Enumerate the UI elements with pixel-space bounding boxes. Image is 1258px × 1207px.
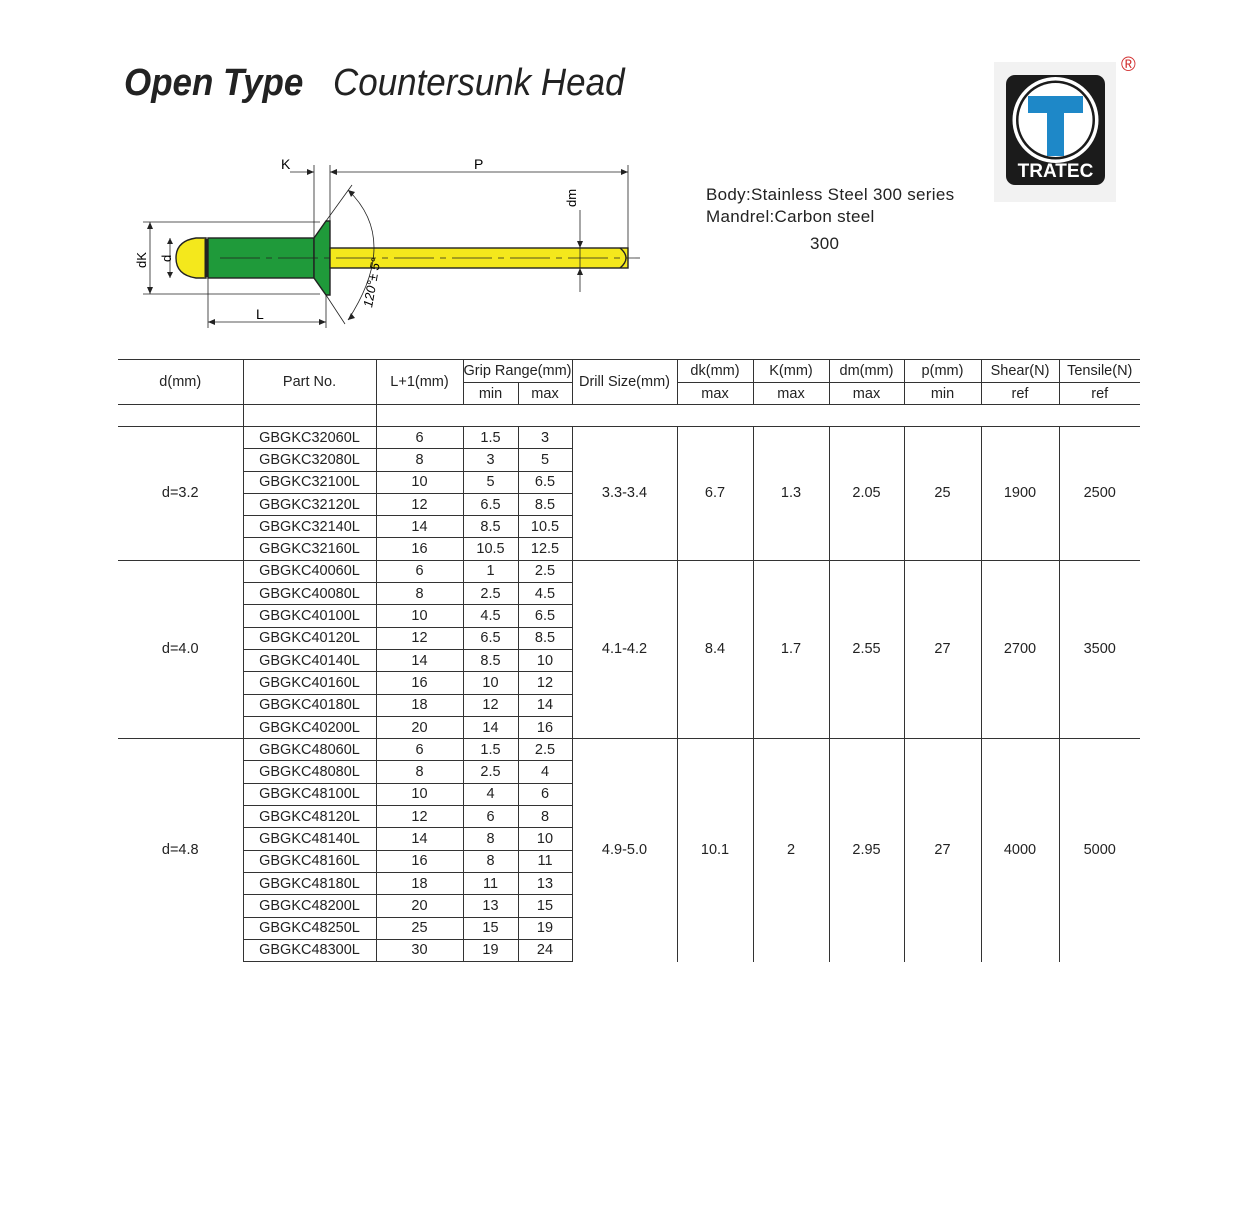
cell-grip-min: 10.5: [463, 538, 518, 560]
cell-length: 16: [376, 538, 463, 560]
cell-length: 8: [376, 583, 463, 605]
cell-grip-min: 4.5: [463, 605, 518, 627]
cell-drill: 4.1-4.2: [572, 560, 677, 738]
cell-p: 27: [904, 560, 981, 738]
cell-part-no: GBGKC40160L: [243, 672, 376, 694]
header-shear-sub: ref: [981, 383, 1059, 405]
cell-tensile: 3500: [1059, 560, 1140, 738]
cell-p: 25: [904, 427, 981, 561]
cell-grip-max: 6.5: [518, 471, 572, 493]
cell-grip-max: 14: [518, 694, 572, 716]
cell-drill: 4.9-5.0: [572, 739, 677, 962]
header-d: d(mm): [118, 360, 243, 405]
cell-grip-min: 4: [463, 783, 518, 805]
cell-part-no: GBGKC32060L: [243, 427, 376, 449]
cell-length: 6: [376, 560, 463, 582]
header-dm-sub: max: [829, 383, 904, 405]
cell-part-no: GBGKC48140L: [243, 828, 376, 850]
cell-k: 1.3: [753, 427, 829, 561]
header-l: L+1(mm): [376, 360, 463, 405]
header-grip-min: min: [463, 383, 518, 405]
cell-length: 10: [376, 605, 463, 627]
cell-part-no: GBGKC48060L: [243, 739, 376, 761]
cell-grip-max: 10: [518, 649, 572, 671]
cell-shear: 2700: [981, 560, 1059, 738]
cell-length: 6: [376, 427, 463, 449]
cell-p: 27: [904, 739, 981, 962]
cell-length: 18: [376, 694, 463, 716]
label-p: P: [474, 156, 484, 172]
cell-grip-max: 8.5: [518, 627, 572, 649]
table-row: [118, 560, 1140, 582]
header-dk: dk(mm): [677, 360, 753, 383]
cell-grip-max: 12.5: [518, 538, 572, 560]
label-k: K: [281, 156, 291, 172]
cell-drill: 3.3-3.4: [572, 427, 677, 561]
cell-grip-max: 16: [518, 716, 572, 738]
cell-grip-max: 6: [518, 783, 572, 805]
cell-part-no: GBGKC40120L: [243, 627, 376, 649]
cell-grip-max: 10.5: [518, 516, 572, 538]
cell-length: 14: [376, 649, 463, 671]
cell-length: 18: [376, 872, 463, 894]
cell-part-no: GBGKC32160L: [243, 538, 376, 560]
cell-grip-min: 5: [463, 471, 518, 493]
cell-length: 8: [376, 449, 463, 471]
header-p-sub: min: [904, 383, 981, 405]
mandrel-head: [176, 238, 206, 278]
cell-part-no: GBGKC48200L: [243, 895, 376, 917]
cell-length: 14: [376, 828, 463, 850]
cell-part-no: GBGKC48300L: [243, 939, 376, 961]
cell-length: 6: [376, 739, 463, 761]
cell-grip-max: 19: [518, 917, 572, 939]
cell-dm: 2.95: [829, 739, 904, 962]
cell-grip-max: 8.5: [518, 493, 572, 515]
page-title: Open Type: [124, 62, 304, 104]
cell-grip-min: 12: [463, 694, 518, 716]
cell-grip-min: 19: [463, 939, 518, 961]
label-angle: 120°± 5°: [360, 256, 384, 309]
cell-grip-min: 13: [463, 895, 518, 917]
cell-grip-min: 1: [463, 560, 518, 582]
cell-grip-max: 4.5: [518, 583, 572, 605]
logo-text: TRATEC: [1017, 161, 1094, 182]
header-grip-max: max: [518, 383, 572, 405]
cell-part-no: GBGKC40180L: [243, 694, 376, 716]
cell-grip-min: 1.5: [463, 739, 518, 761]
cell-length: 12: [376, 627, 463, 649]
header-grip: Grip Range(mm): [463, 360, 572, 383]
cell-k: 2: [753, 739, 829, 962]
cell-length: 25: [376, 917, 463, 939]
label-d: d: [159, 254, 174, 262]
cell-grip-min: 2.5: [463, 761, 518, 783]
cell-length: 10: [376, 783, 463, 805]
cell-tensile: 5000: [1059, 739, 1140, 962]
cell-grip-max: 12: [518, 672, 572, 694]
cell-grip-max: 2.5: [518, 739, 572, 761]
cell-tensile: 2500: [1059, 427, 1140, 561]
cell-part-no: GBGKC48250L: [243, 917, 376, 939]
header-shear: Shear(N): [981, 360, 1059, 383]
label-dm: dm: [564, 188, 579, 207]
cell-grip-min: 8.5: [463, 516, 518, 538]
cell-length: 10: [376, 471, 463, 493]
header-dm: dm(mm): [829, 360, 904, 383]
table-row: [118, 427, 1140, 449]
cell-grip-max: 6.5: [518, 605, 572, 627]
specs-table: [118, 359, 1140, 962]
cell-length: 12: [376, 806, 463, 828]
cell-part-no: GBGKC40140L: [243, 649, 376, 671]
cell-dk: 6.7: [677, 427, 753, 561]
cell-grip-min: 6.5: [463, 627, 518, 649]
cell-dm: 2.05: [829, 427, 904, 561]
cell-part-no: GBGKC32140L: [243, 516, 376, 538]
cell-grip-min: 6: [463, 806, 518, 828]
tratec-logo: [994, 62, 1116, 202]
cell-part-no: GBGKC40060L: [243, 560, 376, 582]
header-tensile: Tensile(N): [1059, 360, 1140, 383]
cell-grip-max: 13: [518, 872, 572, 894]
cell-part-no: GBGKC32080L: [243, 449, 376, 471]
cell-grip-min: 10: [463, 672, 518, 694]
spacer-row: [118, 405, 1140, 427]
label-l: L: [256, 306, 264, 322]
rivet-diagram: [130, 150, 650, 340]
cell-grip-min: 8: [463, 850, 518, 872]
header-k: K(mm): [753, 360, 829, 383]
series-number: 300: [810, 234, 840, 253]
cell-grip-min: 11: [463, 872, 518, 894]
cell-length: 20: [376, 895, 463, 917]
cell-grip-min: 3: [463, 449, 518, 471]
cell-d: d=3.2: [118, 427, 243, 561]
header-k-sub: max: [753, 383, 829, 405]
cell-length: 20: [376, 716, 463, 738]
header-dk-sub: max: [677, 383, 753, 405]
cell-grip-min: 14: [463, 716, 518, 738]
cell-d: d=4.8: [118, 739, 243, 962]
header-tensile-sub: ref: [1059, 383, 1140, 405]
cell-length: 16: [376, 672, 463, 694]
cell-length: 8: [376, 761, 463, 783]
cell-grip-max: 11: [518, 850, 572, 872]
body-material: Body:Stainless Steel 300 series: [706, 185, 955, 204]
cell-shear: 4000: [981, 739, 1059, 962]
cell-part-no: GBGKC32100L: [243, 471, 376, 493]
cell-length: 14: [376, 516, 463, 538]
cell-part-no: GBGKC40080L: [243, 583, 376, 605]
cell-part-no: GBGKC48120L: [243, 806, 376, 828]
cell-grip-max: 2.5: [518, 560, 572, 582]
cell-grip-max: 3: [518, 427, 572, 449]
cell-grip-max: 8: [518, 806, 572, 828]
registered-mark: ®: [1121, 54, 1136, 76]
cell-grip-min: 8: [463, 828, 518, 850]
cell-part-no: GBGKC40100L: [243, 605, 376, 627]
cell-k: 1.7: [753, 560, 829, 738]
cell-part-no: GBGKC48160L: [243, 850, 376, 872]
cell-dk: 10.1: [677, 739, 753, 962]
cell-shear: 1900: [981, 427, 1059, 561]
page-subtitle: Countersunk Head: [333, 62, 625, 104]
cell-part-no: GBGKC48100L: [243, 783, 376, 805]
mandrel-material: Mandrel:Carbon steel: [706, 207, 875, 226]
cell-grip-min: 6.5: [463, 493, 518, 515]
cell-grip-min: 2.5: [463, 583, 518, 605]
cell-grip-min: 1.5: [463, 427, 518, 449]
cell-grip-max: 10: [518, 828, 572, 850]
label-dk: dK: [134, 252, 149, 268]
cell-length: 12: [376, 493, 463, 515]
cell-d: d=4.0: [118, 560, 243, 738]
cell-grip-max: 5: [518, 449, 572, 471]
header-part: Part No.: [243, 360, 376, 405]
cell-grip-max: 15: [518, 895, 572, 917]
cell-grip-min: 8.5: [463, 649, 518, 671]
cell-part-no: GBGKC32120L: [243, 493, 376, 515]
header-drill: Drill Size(mm): [572, 360, 677, 405]
table-row: [118, 739, 1140, 761]
cell-length: 30: [376, 939, 463, 961]
cell-part-no: GBGKC48080L: [243, 761, 376, 783]
cell-grip-min: 15: [463, 917, 518, 939]
cell-part-no: GBGKC40200L: [243, 716, 376, 738]
cell-grip-max: 24: [518, 939, 572, 961]
cell-part-no: GBGKC48180L: [243, 872, 376, 894]
cell-length: 16: [376, 850, 463, 872]
cell-grip-max: 4: [518, 761, 572, 783]
header-p: p(mm): [904, 360, 981, 383]
cell-dk: 8.4: [677, 560, 753, 738]
cell-dm: 2.55: [829, 560, 904, 738]
